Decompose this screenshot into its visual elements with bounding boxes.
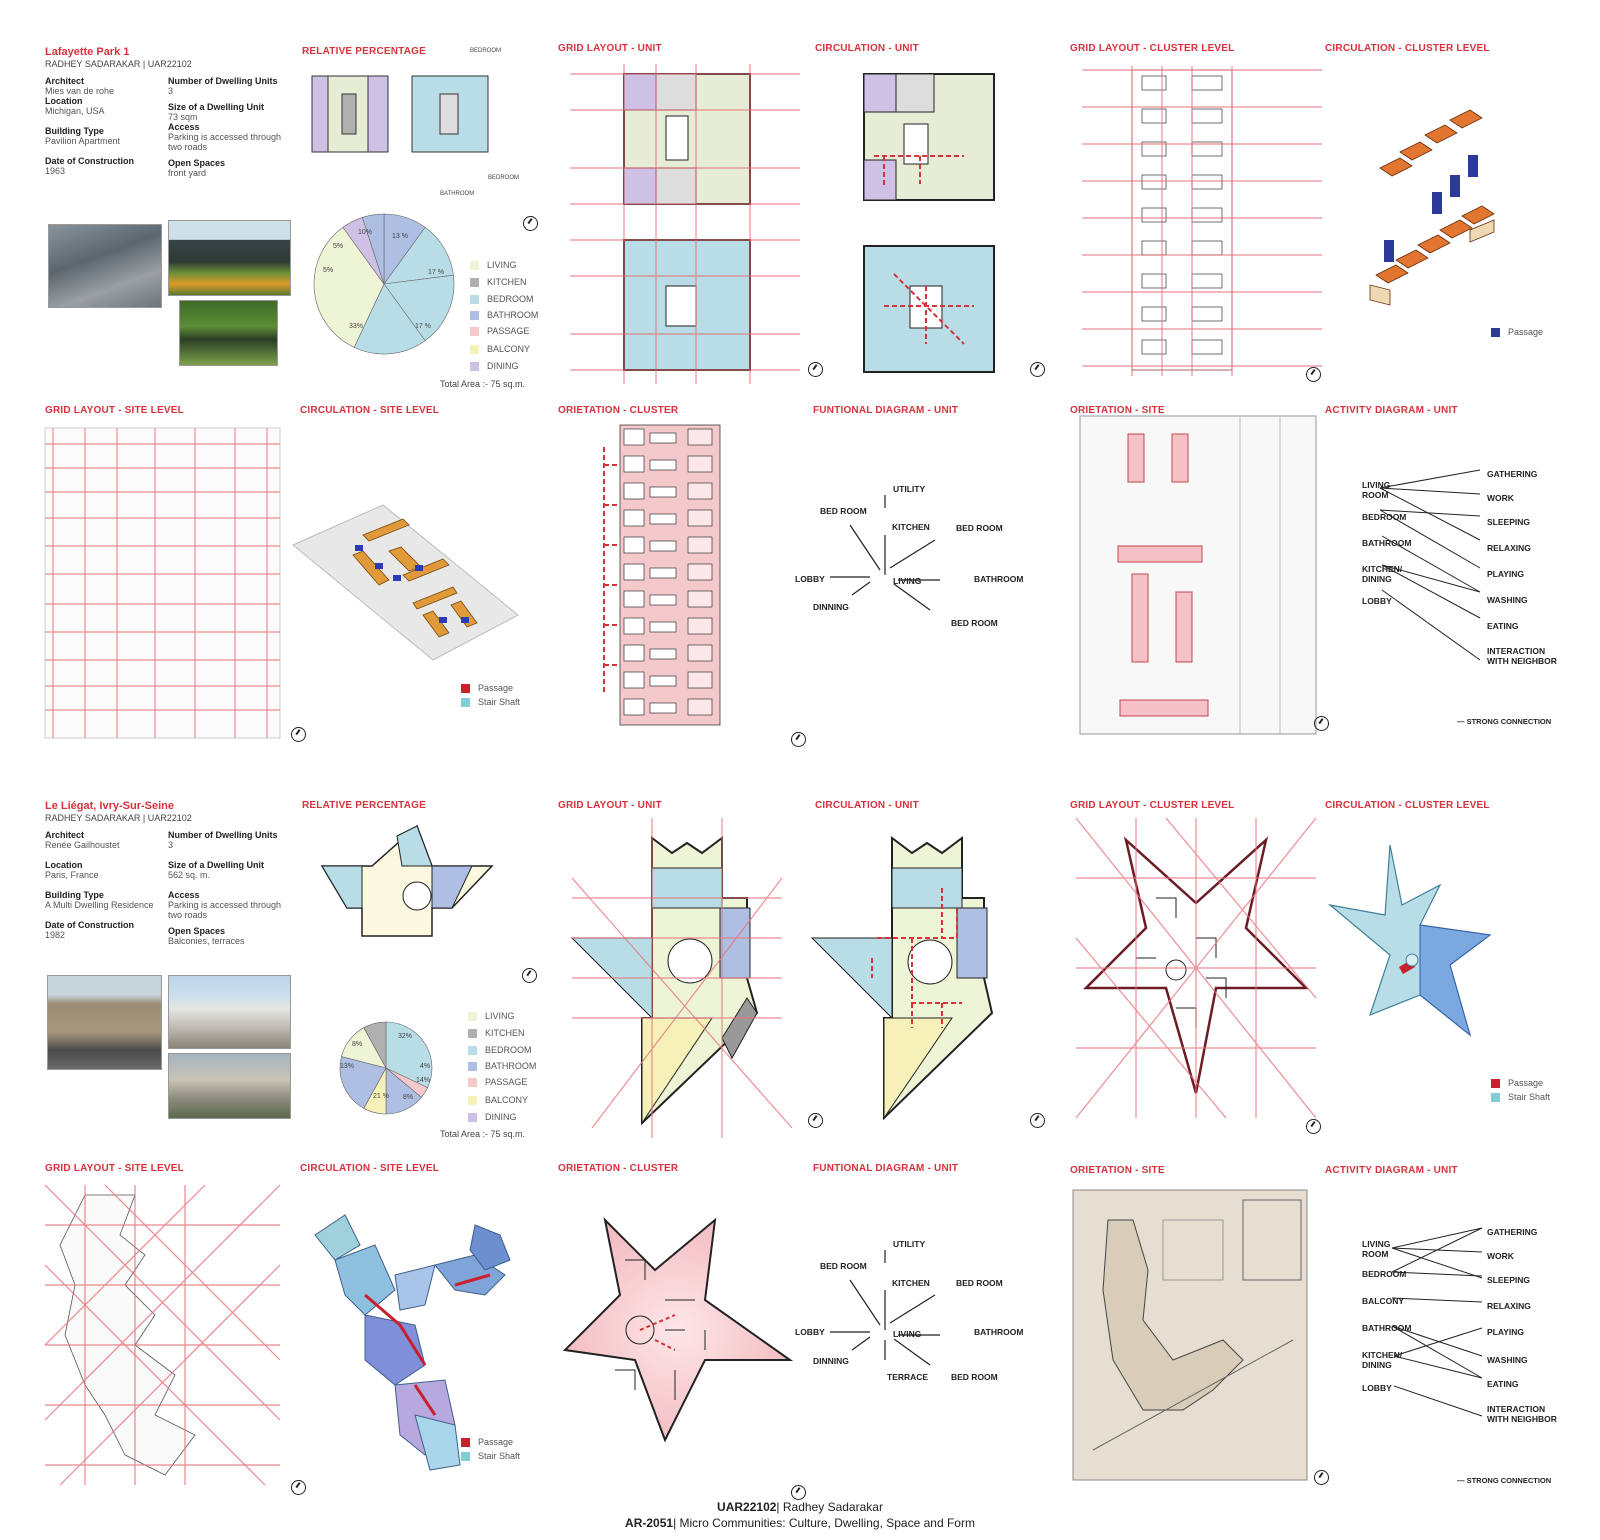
p1-relative-percentage-title: RELATIVE PERCENTAGE (302, 46, 426, 57)
pie-label: 5% (323, 267, 334, 274)
info-label: Number of Dwelling Units (168, 76, 278, 86)
p1-orient-cluster-title: ORIETATION - CLUSTER (558, 405, 679, 416)
p2-orient-cluster-title: ORIETATION - CLUSTER (558, 1163, 679, 1174)
p1-cluster-legend (1491, 327, 1543, 337)
project1-author: RADHEY SADARAKAR | UAR22102 (45, 59, 192, 69)
info-label: Date of Construction (45, 920, 134, 930)
func-node: BED ROOM (956, 523, 1003, 533)
activity-target: RELAXING (1487, 543, 1531, 553)
p1-site-legend-passage (461, 683, 513, 693)
activity-target: WORK (1487, 1251, 1514, 1261)
p2-small-plan (322, 826, 497, 941)
p1-total-area: Total Area :- 75 sq.m. (440, 379, 526, 389)
p2-grid-site-plan (45, 1185, 280, 1485)
aerial-photo (48, 224, 162, 308)
pie-label: 13% (340, 1063, 355, 1070)
func-node: DINNING (813, 602, 849, 612)
project1-info-right (168, 76, 288, 178)
p2-circ-site-title: CIRCULATION - SITE LEVEL (300, 1163, 440, 1174)
pie-label: 13 % (392, 233, 408, 240)
legend-passage: Passage (1508, 1078, 1544, 1088)
info-label: Size of a Dwelling Unit (168, 860, 265, 870)
pie-label: 17 % (415, 323, 431, 330)
p1-orient-cluster-plan (610, 425, 730, 735)
p1-circ-site-axonometric (293, 505, 523, 665)
p2-grid-site-title: GRID LAYOUT - SITE LEVEL (45, 1163, 184, 1174)
p2-circ-unit-title: CIRCULATION - UNIT (815, 800, 919, 811)
pie-label: 8% (403, 1094, 414, 1101)
func-node: BATHROOM (974, 1327, 1024, 1337)
p2-circ-cluster-title: CIRCULATION - CLUSTER LEVEL (1325, 800, 1490, 811)
p1-grid-cluster-title: GRID LAYOUT - CLUSTER LEVEL (1070, 43, 1235, 54)
activity-source: BEDROOM (1362, 1269, 1407, 1279)
func-node: BED ROOM (951, 1372, 998, 1382)
activity-target: GATHERING (1487, 469, 1538, 479)
pie-label: 33% (349, 323, 364, 330)
north-arrow-icon (791, 1485, 806, 1500)
info-label: Number of Dwelling Units (168, 830, 278, 840)
legend-kitchen: KITCHEN (487, 277, 527, 287)
p1-grid-unit-title: GRID LAYOUT - UNIT (558, 43, 662, 54)
north-arrow-icon (1314, 1470, 1329, 1485)
north-arrow-icon (522, 968, 537, 983)
p2-orient-cluster-plan (565, 1220, 790, 1445)
activity-target: RELAXING (1487, 1301, 1531, 1311)
facade-photo (168, 975, 291, 1049)
pie-label: 14% (416, 1077, 431, 1084)
legend-living: LIVING (485, 1011, 515, 1021)
pie-label: 17 % (428, 269, 444, 276)
info-value: Mies van de rohe (45, 86, 115, 96)
north-arrow-icon (808, 362, 823, 377)
north-arrow-icon (1314, 716, 1329, 731)
info-value: front yard (168, 168, 207, 178)
p2-functional-title: FUNTIONAL DIAGRAM - UNIT (813, 1163, 959, 1174)
building-photo (168, 220, 291, 296)
info-value: A Multi Dwelling Residence (45, 900, 154, 910)
legend-bedroom: BEDROOM (485, 1045, 532, 1055)
func-node: LOBBY (795, 574, 825, 584)
info-value: 3 (168, 840, 174, 850)
strong-connection-legend: — STRONG CONNECTION (1457, 1476, 1552, 1485)
legend-dining: DINING (487, 361, 519, 371)
p2-activity-lines (1392, 1228, 1492, 1438)
info-label: Open Spaces (168, 926, 226, 936)
legend-dining: DINING (485, 1112, 517, 1122)
activity-source: BEDROOM (1362, 512, 1407, 522)
legend-kitchen: KITCHEN (485, 1028, 525, 1038)
activity-source: KITCHEN/ DINING (1362, 564, 1403, 584)
info-label: Open Spaces (168, 158, 226, 168)
p1-activity-title: ACTIVITY DIAGRAM - UNIT (1325, 405, 1458, 416)
p2-circ-site-axonometric (305, 1215, 525, 1475)
pie-label: 21 % (373, 1093, 389, 1100)
func-node: BED ROOM (820, 506, 867, 516)
plan-label: BEDROOM (488, 175, 520, 181)
func-node: KITCHEN (892, 522, 930, 532)
p1-orient-site-title: ORIETATION - SITE (1070, 405, 1165, 416)
info-value: 1982 (45, 930, 66, 940)
strong-connection-legend: — STRONG CONNECTION (1457, 717, 1552, 726)
p1-grid-unit-plan (570, 64, 805, 384)
activity-target: WASHING (1487, 595, 1528, 605)
func-node: BATHROOM (974, 574, 1024, 584)
footer-line-2: AR-2051| Micro Communities: Culture, Dwelling, Space and Form (625, 1516, 975, 1530)
info-value: Renée Gailhoustet (45, 840, 120, 850)
legend-stair-shaft: Stair Shaft (478, 1451, 521, 1461)
p1-grid-cluster-plan (1082, 66, 1322, 376)
legend-passage: PASSAGE (485, 1077, 528, 1087)
info-label: Size of a Dwelling Unit (168, 102, 265, 112)
p2-grid-cluster-title: GRID LAYOUT - CLUSTER LEVEL (1070, 800, 1235, 811)
func-node: UTILITY (893, 1239, 926, 1249)
north-arrow-icon (291, 727, 306, 742)
legend-passage: PASSAGE (487, 326, 530, 336)
p2-site-legend-passage (461, 1437, 513, 1447)
func-node: TERRACE (887, 1372, 929, 1382)
legend-passage: Passage (478, 683, 514, 693)
activity-target: SLEEPING (1487, 1275, 1530, 1285)
activity-target: GATHERING (1487, 1227, 1538, 1237)
func-node: BED ROOM (956, 1278, 1003, 1288)
north-arrow-icon (291, 1480, 306, 1495)
activity-target: PLAYING (1487, 569, 1525, 579)
p2-circ-cluster-axonometric (1330, 845, 1505, 1045)
activity-target: INTERACTION WITH NEIGHBOR (1487, 646, 1557, 666)
activity-target: INTERACTION WITH NEIGHBOR (1487, 1404, 1557, 1424)
func-node: LIVING (893, 576, 922, 586)
p1-functional-title: FUNTIONAL DIAGRAM - UNIT (813, 405, 959, 416)
project2-title: Le Liégat, Ivry-Sur-Seine (45, 800, 174, 812)
p1-circ-cluster-axonometric (1370, 100, 1520, 330)
project2-author: RADHEY SADARAKAR | UAR22102 (45, 813, 192, 823)
activity-target: EATING (1487, 621, 1519, 631)
info-value: Michigan, USA (45, 106, 105, 116)
p1-functional-arrows (790, 480, 1050, 640)
activity-source: BATHROOM (1362, 538, 1412, 548)
p1-circ-unit-title: CIRCULATION - UNIT (815, 43, 919, 54)
p2-orient-site-plan (1073, 1190, 1307, 1480)
info-label: Architect (45, 76, 85, 86)
project1-title: Lafayette Park 1 (45, 46, 130, 58)
p1-site-legend-stair (461, 697, 520, 707)
north-arrow-icon (1030, 1113, 1045, 1128)
p1-orient-site-plan (1080, 416, 1316, 734)
north-arrow-icon (1306, 367, 1321, 382)
legend-balcony: BALCONY (487, 344, 531, 354)
activity-source: LIVING ROOM (1362, 1239, 1391, 1259)
legend-balcony: BALCONY (485, 1095, 529, 1105)
p2-cluster-legend-passage (1491, 1078, 1543, 1088)
p2-functional-arrows (790, 1235, 1050, 1395)
project2-info-left (45, 830, 160, 940)
plan-label: BEDROOM (470, 48, 502, 54)
legend-bathroom: BATHROOM (487, 310, 539, 320)
legend-bathroom: BATHROOM (485, 1061, 537, 1071)
north-arrow-icon (1306, 1119, 1321, 1134)
legend-bedroom: BEDROOM (487, 294, 534, 304)
info-label: Building Type (45, 126, 104, 136)
north-arrow-icon (791, 732, 806, 747)
p2-grid-cluster-plan (1076, 818, 1316, 1123)
func-node: DINNING (813, 1356, 849, 1366)
p2-grid-unit-plan (572, 818, 792, 1138)
p1-circ-unit-plan (864, 74, 1004, 374)
info-value: Parking is accessed through two roads (168, 132, 282, 152)
info-label: Date of Construction (45, 156, 134, 166)
p2-total-area: Total Area :- 75 sq.m. (440, 1129, 526, 1139)
info-label: Architect (45, 830, 85, 840)
info-label: Building Type (45, 890, 104, 900)
p2-site-legend-stair (461, 1451, 520, 1461)
footer-line-1: UAR22102| Radhey Sadarakar (717, 1500, 883, 1514)
func-node: LIVING (893, 1329, 922, 1339)
project1-info-left (45, 76, 160, 176)
activity-source: KITCHEN/ DINING (1362, 1350, 1403, 1370)
p1-pie-chart (312, 212, 457, 357)
p2-cluster-legend-stair (1491, 1092, 1550, 1102)
pie-label: 10% (358, 229, 373, 236)
func-node: KITCHEN (892, 1278, 930, 1288)
activity-target: EATING (1487, 1379, 1519, 1389)
info-label: Location (45, 96, 83, 106)
pie-label: 5% (333, 243, 344, 250)
activity-source: BATHROOM (1362, 1323, 1412, 1333)
info-value: Balconies, terraces (168, 936, 245, 946)
legend-living: LIVING (487, 260, 517, 270)
info-label: Location (45, 860, 83, 870)
plan-label: BATHROOM (440, 191, 475, 197)
street-photo (47, 975, 162, 1070)
legend-passage: Passage (1508, 327, 1544, 337)
north-arrow-icon (1030, 362, 1045, 377)
func-node: BED ROOM (820, 1261, 867, 1271)
p2-orient-site-title: ORIETATION - SITE (1070, 1165, 1165, 1176)
terrace-photo (168, 1053, 291, 1119)
p1-circ-cluster-title: CIRCULATION - CLUSTER LEVEL (1325, 43, 1490, 54)
activity-source: LIVING ROOM (1362, 480, 1391, 500)
p1-small-plans (312, 74, 462, 156)
activity-target: WASHING (1487, 1355, 1528, 1365)
info-value: 562 sq. m. (168, 870, 211, 880)
activity-target: SLEEPING (1487, 517, 1530, 527)
info-label: Access (168, 122, 200, 132)
func-node: UTILITY (893, 484, 926, 494)
p2-circ-unit-plan (812, 828, 1027, 1128)
north-arrow-icon (523, 216, 538, 231)
p1-grid-site-title: GRID LAYOUT - SITE LEVEL (45, 405, 184, 416)
p2-relative-percentage-title: RELATIVE PERCENTAGE (302, 800, 426, 811)
activity-target: PLAYING (1487, 1327, 1525, 1337)
func-node: BED ROOM (951, 618, 998, 628)
activity-source: BALCONY (1362, 1296, 1405, 1306)
info-value: 3 (168, 86, 174, 96)
info-value: Parking is accessed through two roads (168, 900, 282, 920)
p2-grid-unit-title: GRID LAYOUT - UNIT (558, 800, 662, 811)
courtyard-photo (179, 300, 278, 366)
p1-circ-site-title: CIRCULATION - SITE LEVEL (300, 405, 440, 416)
info-label: Access (168, 890, 200, 900)
activity-target: WORK (1487, 493, 1514, 503)
pie-label: 32% (398, 1033, 413, 1040)
legend-stair-shaft: Stair Shaft (478, 697, 521, 707)
func-node: LOBBY (795, 1327, 825, 1337)
info-value: Pavilion Apartment (45, 136, 121, 146)
legend-passage: Passage (478, 1437, 514, 1447)
pie-label: 4% (420, 1063, 431, 1070)
pie-label: 8% (352, 1041, 363, 1048)
p2-activity-title: ACTIVITY DIAGRAM - UNIT (1325, 1165, 1458, 1176)
activity-source: LOBBY (1362, 596, 1392, 606)
activity-source: LOBBY (1362, 1383, 1392, 1393)
project2-info-right (168, 830, 288, 946)
legend-stair-shaft: Stair Shaft (1508, 1092, 1551, 1102)
p1-grid-site-plan (45, 428, 280, 738)
info-value: Paris, France (45, 870, 99, 880)
info-value: 1963 (45, 166, 66, 176)
info-value: 73 sqm (168, 112, 198, 122)
